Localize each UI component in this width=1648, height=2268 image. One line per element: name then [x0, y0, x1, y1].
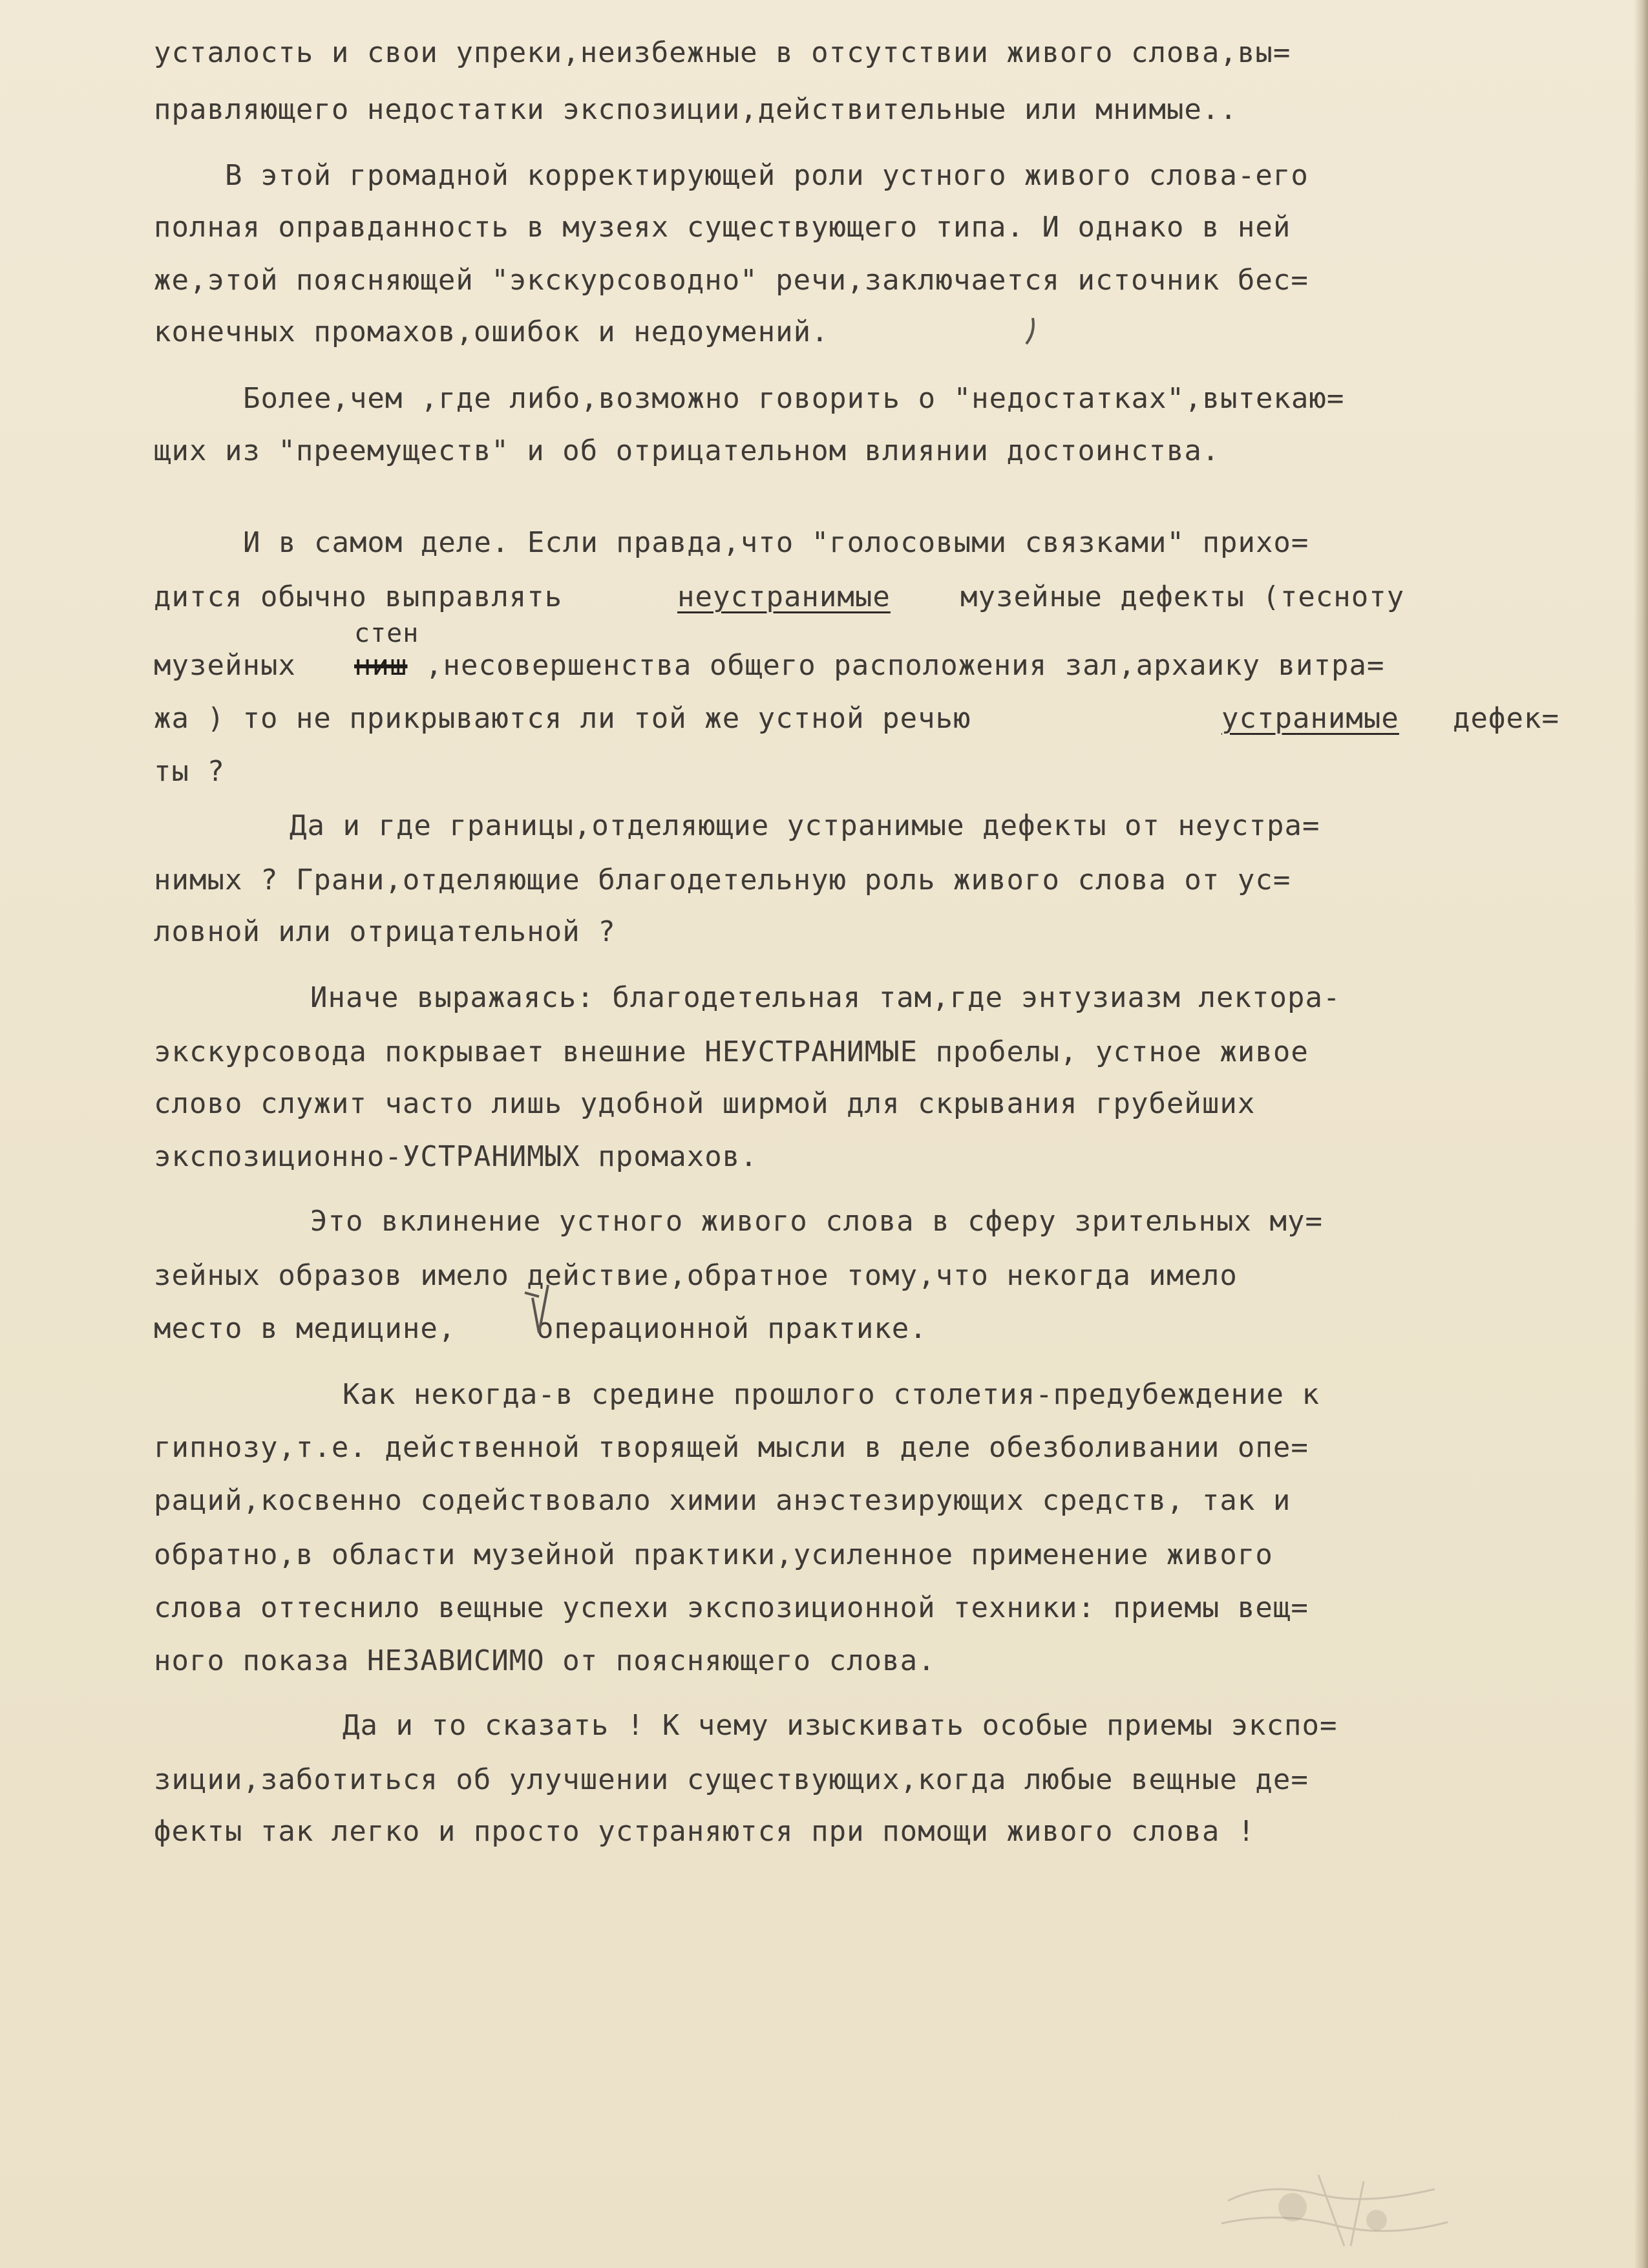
struck-word-nish: ниш	[354, 649, 408, 682]
text-line-6: конечных промахов,ошибок и недоумений.	[154, 315, 829, 348]
text-line-12-b: дефек=	[1453, 702, 1559, 735]
text-line-14: Да и где границы,отделяющие устранимые дефекты от неустра=	[290, 809, 1320, 842]
text-line-32: фекты так легко и просто устраняются при помощи живого слова !	[154, 1815, 1256, 1848]
text-line-17: Иначе выражаясь: благодетельная там,где энтузиазм лектора-	[310, 981, 1341, 1014]
text-line-27: обратно,в области музейной практики,усиленное применение живого	[154, 1538, 1273, 1571]
text-line-12-a: жа ) то не прикрываются ли той же устной речью	[154, 702, 971, 735]
text-line-10-b: музейные дефекты (тесноту	[960, 580, 1405, 613]
text-line-1: усталость и свои упреки,неизбежные в отсутствии живого слова,вы=	[154, 36, 1291, 69]
text-line-25: гипнозу,т.е. действенной творящей мысли в деле обезболивании опе=	[154, 1431, 1309, 1464]
text-line-22: зейных образов имело действие,обратное тому,что некогда имело	[154, 1259, 1238, 1292]
text-line-28: слова оттеснило вещные успехи экспозиционной техники: приемы вещ=	[154, 1591, 1309, 1624]
text-line-8: щих из "преемуществ" и об отрицательном влиянии достоинства.	[154, 434, 1220, 467]
text-line-11-a: музейных	[154, 649, 296, 682]
text-line-26: раций,косвенно содействовало химии анэстезирующих средств, так и	[154, 1484, 1291, 1517]
text-line-7: Более,чем ,где либо,возможно говорить о "недостатках",вытекаю=	[243, 382, 1345, 415]
underlined-word-neustranimye: неустранимые	[677, 580, 891, 613]
text-line-13: ты ?	[154, 755, 225, 788]
text-line-4: полная оправданность в музеях существующего типа. И однако в ней	[154, 211, 1291, 244]
text-line-21: Это вклинение устного живого слова в сферу зрительных му=	[310, 1205, 1323, 1238]
text-line-23-b: операционной практике.	[536, 1312, 927, 1345]
text-line-9: И в самом деле. Если правда,что "голосовыми связками" прихо=	[243, 526, 1309, 559]
text-line-15: нимых ? Грани,отделяющие благодетельную роль живого слова от ус=	[154, 864, 1291, 896]
faded-stamp-smudge	[1215, 2162, 1461, 2259]
underlined-word-ustranimye: устранимые	[1221, 702, 1399, 735]
text-line-10-a: дится обычно выправлять	[154, 580, 563, 613]
text-line-2: правляющего недостатки экспозиции,действительные или мнимые..	[154, 93, 1238, 126]
text-line-16: ловной или отрицательной ?	[154, 915, 616, 948]
text-line-29: ного показа НЕЗАВИСИМО от поясняющего слова.	[154, 1644, 936, 1677]
text-line-23-a: место в медицине,	[154, 1312, 456, 1345]
text-line-19: слово служит часто лишь удобной ширмой для скрывания грубейших	[154, 1087, 1256, 1120]
text-line-18: экскурсовода покрывает внешние НЕУСТРАНИМЫЕ пробелы, устное живое	[154, 1035, 1309, 1068]
text-line-20: экспозиционно-УСТРАНИМЫХ промахов.	[154, 1140, 758, 1173]
text-line-31: зиции,заботиться об улучшении существующих,когда любые вещные де=	[154, 1763, 1309, 1796]
text-line-3: В этой громадной корректирующей роли устного живого слова-его	[225, 159, 1309, 192]
inserted-word-sten: стен	[354, 619, 419, 648]
text-line-11-b: ,несовершенства общего расположения зал,архаику витра=	[425, 649, 1385, 682]
text-line-5: же,этой поясняющей "экскурсоводно" речи,заключается источник бес=	[154, 264, 1309, 297]
pencil-comma-mark	[1026, 318, 1033, 344]
pencil-insertion-mark	[525, 1285, 548, 1333]
text-line-30: Да и то сказать ! К чему изыскивать особые приемы экспо=	[343, 1709, 1338, 1742]
text-line-24: Как некогда-в средине прошлого столетия-предубеждение к	[343, 1378, 1320, 1411]
